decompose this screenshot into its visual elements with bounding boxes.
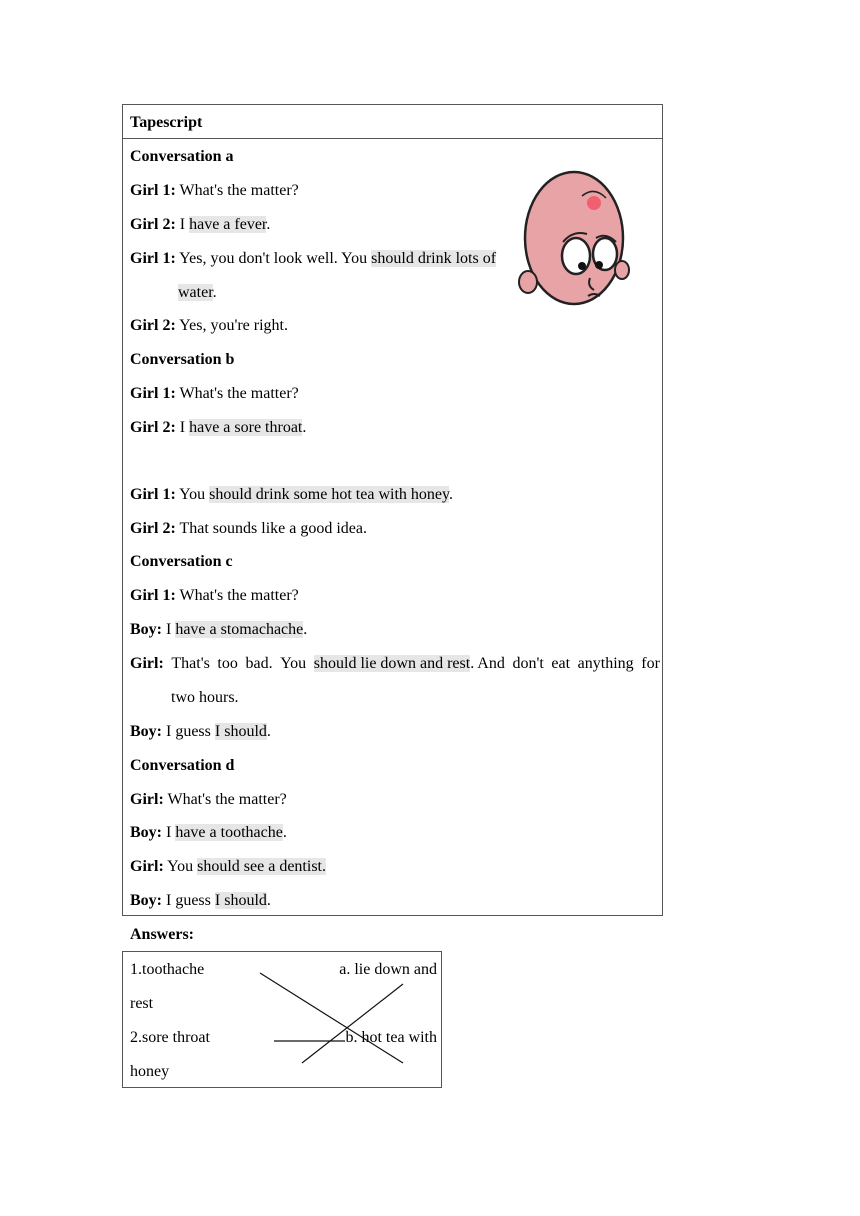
conv-c-line-3-cont: two hours. — [171, 689, 239, 706]
line-text: Yes, you're right. — [175, 317, 288, 334]
speaker: Girl 2: — [130, 317, 176, 334]
line-text: What's the matter? — [175, 182, 299, 199]
speaker: Girl 2: — [130, 216, 176, 233]
conv-d-line-1 — [130, 791, 287, 809]
word: eat — [551, 655, 571, 672]
speaker: Boy: — [130, 621, 162, 638]
match-line-2-a — [302, 984, 403, 1063]
speaker: Girl: — [130, 655, 164, 672]
conv-a-line-2 — [130, 216, 270, 234]
matching-lines — [123, 952, 443, 1089]
highlighted-answer: I should — [214, 723, 267, 740]
answer-left-1: 1.toothache — [130, 961, 205, 978]
conv-b-line-1 — [130, 385, 299, 403]
line-text: You — [175, 486, 210, 503]
speaker: Girl 2: — [130, 520, 176, 537]
answer-right-1: a. lie down and — [339, 961, 437, 978]
line-text: I — [175, 419, 190, 436]
line-text: What's the matter? — [175, 587, 299, 604]
speaker: Girl: — [130, 858, 164, 875]
speaker: Boy: — [130, 824, 162, 841]
line-text: . — [303, 621, 308, 638]
highlighted-answer: have a stomachache — [175, 621, 304, 638]
word: too — [217, 655, 238, 672]
speaker: Girl 2: — [130, 419, 176, 436]
word: for — [641, 655, 660, 672]
match-line-1-b — [260, 973, 403, 1063]
conv-d-line-2 — [130, 824, 287, 842]
line-text: . — [282, 824, 287, 841]
line-text: . — [448, 486, 453, 503]
line-text: . — [212, 284, 217, 301]
conversation-a-title: Conversation a — [130, 148, 234, 165]
highlighted-answer: should drink some hot tea with honey — [209, 486, 449, 503]
line-text: . — [266, 216, 271, 233]
conv-c-line-4 — [130, 723, 271, 741]
answer-right-2: b. hot tea with — [345, 1029, 437, 1046]
highlight-group — [314, 655, 505, 673]
answers-box — [122, 951, 442, 1088]
conversation-c-title: Conversation c — [130, 553, 233, 570]
line-text: . — [266, 723, 271, 740]
speaker: Girl 1: — [130, 486, 176, 503]
conv-a-line-3-cont — [178, 284, 217, 302]
tapescript-header: Tapescript — [123, 105, 662, 139]
word: don't — [512, 655, 544, 672]
conv-a-line-4 — [130, 317, 288, 335]
answers-title: Answers: — [130, 926, 194, 943]
speaker: Boy: — [130, 723, 162, 740]
word: You — [280, 655, 307, 672]
line-text: I — [162, 621, 176, 638]
conv-a-line-1 — [130, 182, 299, 200]
speaker: Girl 1: — [130, 250, 176, 267]
answer-left-2: 2.sore throat — [130, 1029, 210, 1046]
conv-b-line-2 — [130, 419, 306, 437]
speaker: Girl 1: — [130, 385, 176, 402]
conv-d-line-3 — [130, 858, 326, 876]
conversation-b-title: Conversation b — [130, 351, 235, 368]
word: anything — [577, 655, 634, 672]
conv-d-line-4 — [130, 892, 271, 910]
line-text: What's the matter? — [175, 385, 299, 402]
highlighted-answer: should drink lots of — [371, 250, 497, 267]
worried-cartoon-face-icon — [518, 170, 633, 312]
speaker: Girl 1: — [130, 587, 176, 604]
conv-a-line-3 — [130, 250, 513, 268]
line-text: . — [302, 419, 307, 436]
word: That's — [171, 655, 210, 672]
word: . And — [470, 655, 505, 672]
line-text: Yes, you don't look well. You — [175, 250, 372, 267]
answer-right-2-wrap: honey — [130, 1063, 170, 1080]
line-text: I guess — [162, 723, 215, 740]
line-text: That sounds like a good idea. — [175, 520, 367, 537]
answer-right-1-wrap: rest — [130, 995, 154, 1012]
conversation-d-title: Conversation d — [130, 757, 235, 774]
highlighted-answer: have a fever — [189, 216, 267, 233]
speaker: Girl: — [130, 791, 164, 808]
speaker: Boy: — [130, 892, 162, 909]
conv-c-line-2 — [130, 621, 307, 639]
conv-c-line-1 — [130, 587, 299, 605]
highlighted-answer: water — [178, 284, 213, 301]
highlighted-answer: I should — [214, 892, 267, 909]
line-text: I guess — [162, 892, 215, 909]
speaker: Girl 1: — [130, 182, 176, 199]
conv-c-line-3 — [130, 655, 660, 673]
line-text: You — [163, 858, 198, 875]
line-text: I — [175, 216, 190, 233]
conv-b-line-3 — [130, 486, 453, 504]
line-text: . — [266, 892, 271, 909]
highlighted-answer: should see a dentist. — [197, 858, 326, 875]
highlighted-answer: have a sore throat — [189, 419, 303, 436]
conv-b-line-4 — [130, 520, 367, 538]
highlighted-answer: should lie down and rest — [313, 655, 471, 672]
word: bad. — [245, 655, 273, 672]
line-text: I — [162, 824, 176, 841]
highlighted-answer: have a toothache — [175, 824, 283, 841]
line-text: What's the matter? — [163, 791, 287, 808]
